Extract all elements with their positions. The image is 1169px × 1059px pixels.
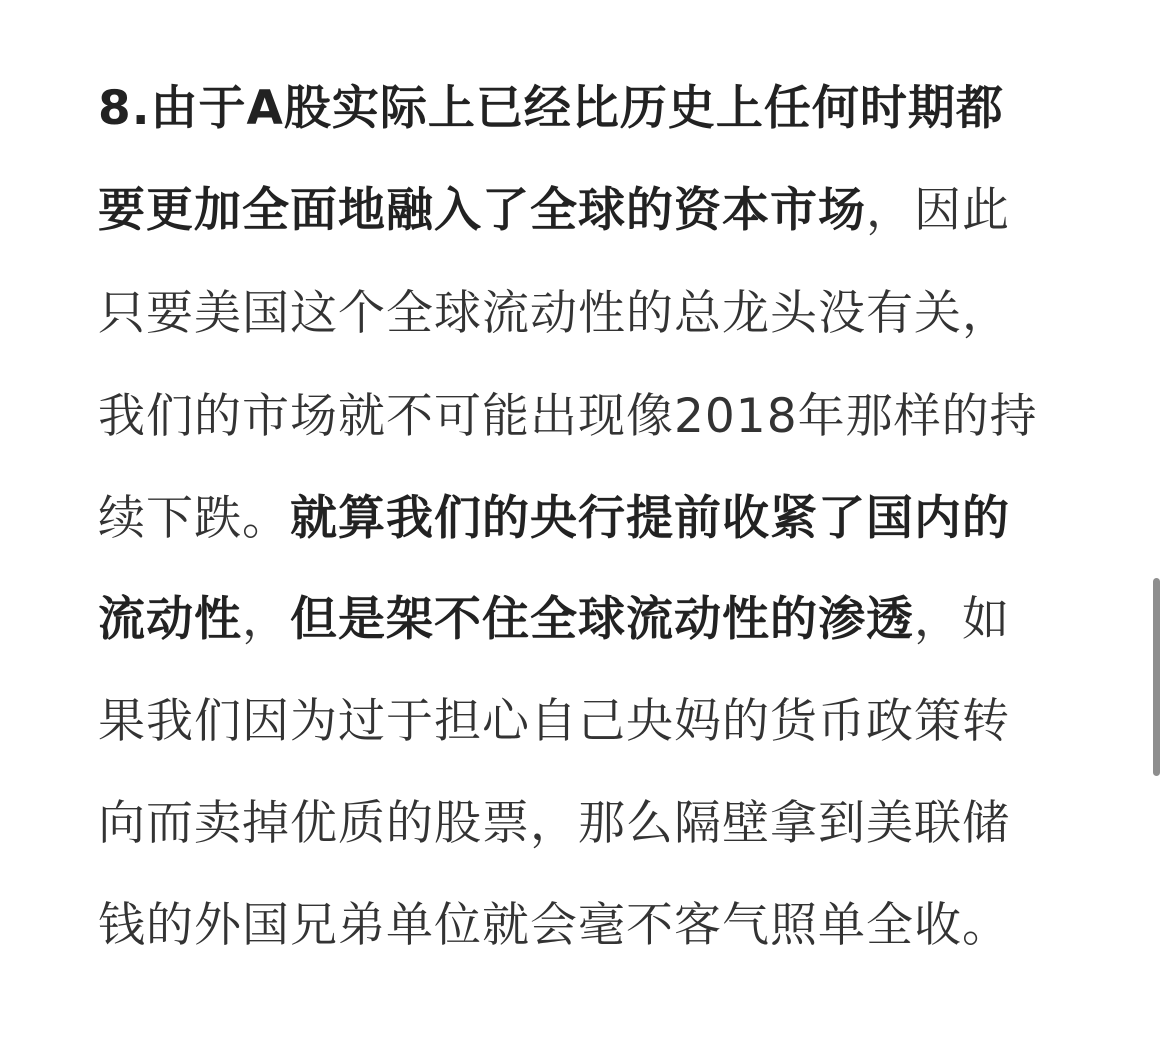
text-span: ，因此 — [866, 183, 1010, 238]
paragraph-line-4 — [98, 365, 1038, 469]
paragraph-line-3 — [98, 262, 1010, 366]
text-span: 只要美国这个全球流动性的总龙头没有关， — [98, 286, 1010, 341]
paragraph-line-7 — [98, 670, 1010, 774]
scrollbar-thumb[interactable] — [1153, 578, 1160, 776]
paragraph-line-2 — [98, 159, 1010, 263]
text-span: 向而卖掉优质的股票，那么隔壁拿到美联储 — [98, 796, 1010, 851]
text-span: 但是架不住全球流动性的渗透 — [290, 592, 914, 647]
paragraph-line-1 — [98, 57, 1004, 161]
text-span: 钱的外国兄弟单位就会毫不客气照单全收。 — [98, 898, 1010, 953]
text-span: 就算我们的央行提前收紧了国内的 — [290, 491, 1010, 546]
text-span: 要更加全面地融入了全球的资本市场 — [98, 183, 866, 238]
paragraph-line-8 — [98, 772, 1010, 876]
text-span: 果我们因为过于担心自己央妈的货币政策转 — [98, 694, 1010, 749]
text-span: 续下跌。 — [98, 491, 290, 546]
text-span: ， — [242, 592, 290, 647]
paragraph-line-6 — [98, 568, 1010, 672]
text-span: 我们的市场就不可能出现像2018年那样的持 — [98, 389, 1038, 444]
text-span: ，如 — [914, 592, 1010, 647]
text-span: 8.由于A股实际上已经比历史上任何时期都 — [98, 81, 1004, 136]
paragraph-line-5 — [98, 467, 1010, 571]
text-span: 流动性 — [98, 592, 242, 647]
paragraph-line-9 — [98, 874, 1010, 978]
